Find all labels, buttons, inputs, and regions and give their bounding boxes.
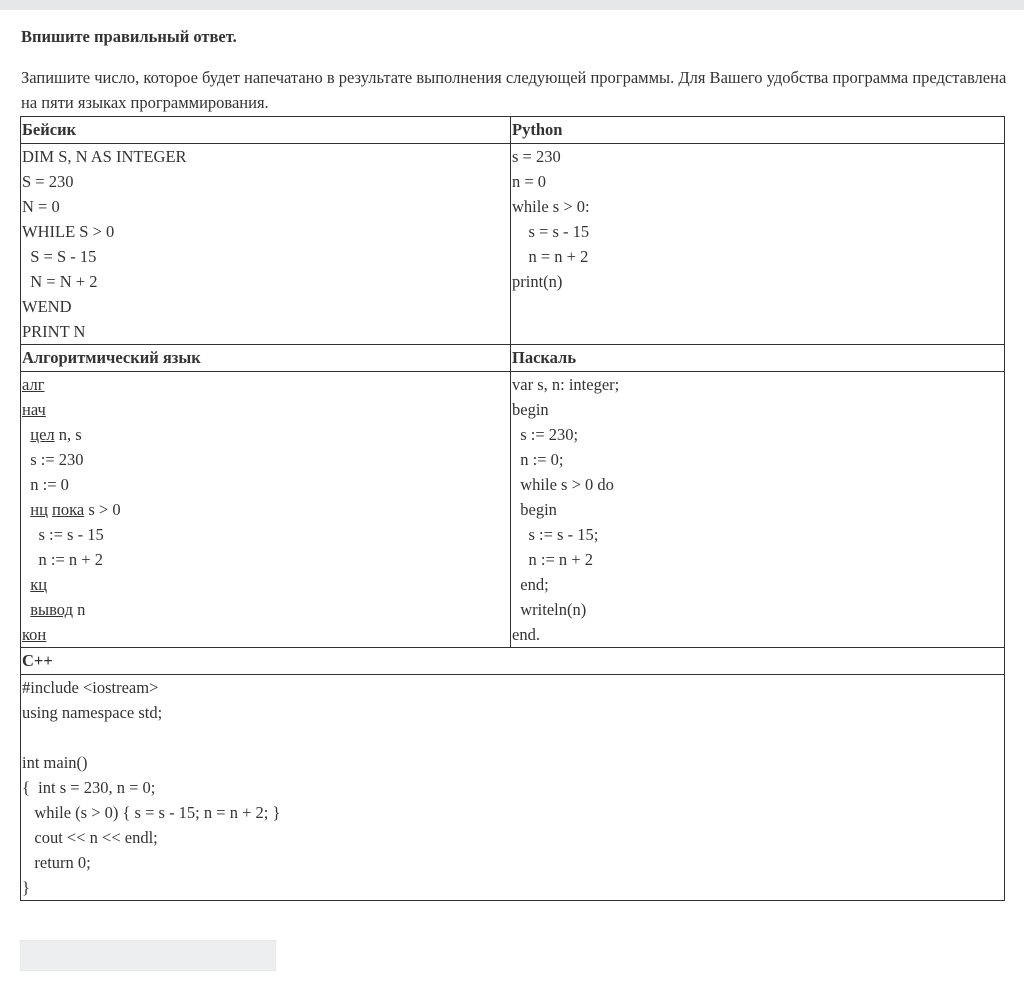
code-line: DIM S, N AS INTEGER [22,147,187,166]
cpp-code [21,675,1005,901]
basic-code [21,144,511,345]
keyword: кон [22,625,47,644]
code-line [22,522,510,547]
code-line: var s, n: integer; [512,375,620,394]
python-code [511,144,1005,345]
code-line [22,472,510,497]
code-text: n := 0 [30,475,69,494]
answer-input[interactable] [20,940,276,971]
code-line: PRINT N [22,322,86,341]
code-line: s = 230 [512,147,561,166]
code-text: s := 230 [30,450,84,469]
code-line: #include <iostream> [22,678,159,697]
code-line: n = n + 2 [512,247,589,266]
code-line [22,572,510,597]
code-line: N = N + 2 [22,272,98,291]
keyword: нач [22,400,46,419]
code-line: WEND [22,297,72,316]
code-line: while (s > 0) { s = s - 15; n = n + 2; } [22,803,281,822]
code-line: s = s - 15 [512,222,590,241]
cpp-header: C++ [21,648,1005,675]
code-line: while s > 0: [512,197,590,216]
keyword: пока [52,500,85,519]
code-text: n [72,600,86,619]
code-line: writeln(n) [512,600,587,619]
code-line: S = 230 [22,172,74,191]
algo-header: Алгоритмический язык [21,345,511,372]
keyword: цел [30,425,55,444]
task-text: Запишите число, которое будет напечатано в результате выполнения следующей программы. Для Вашего удобства программа представлена на пяти языках программирования. [21,68,1007,112]
code-line: { int s = 230, n = 0; [22,778,156,797]
code-line: return 0; [22,853,91,872]
code-line [22,622,510,647]
code-line: int main() [22,753,88,772]
code-line: using namespace std; [22,703,163,722]
pascal-code [511,372,1005,648]
top-bar [0,0,1024,10]
code-line: begin [512,400,549,419]
code-line: S = S - 15 [22,247,97,266]
task-title: Впишите правильный ответ. [21,27,237,46]
code-line: } [22,878,30,897]
basic-header: Бейсик [21,117,511,144]
code-line: s := 230; [512,425,579,444]
code-line [22,497,510,522]
keyword: вывод [30,600,73,619]
code-line: cout << n << endl; [22,828,158,847]
code-line: n = 0 [512,172,547,191]
code-table [20,116,1005,901]
code-line: end; [512,575,549,594]
keyword: кц [30,575,48,594]
code-line: n := 0; [512,450,564,469]
code-line: WHILE S > 0 [22,222,115,241]
code-line: s := s - 15; [512,525,599,544]
pascal-header: Паскаль [511,345,1005,372]
code-line: begin [512,500,557,519]
keyword: алг [22,375,45,394]
code-line [22,725,1004,750]
code-text: s > 0 [84,500,121,519]
code-line [22,597,510,622]
keyword: нц [30,500,48,519]
code-text: n := n + 2 [38,550,103,569]
code-line: end. [512,625,540,644]
code-line [22,447,510,472]
code-text: s := s - 15 [38,525,104,544]
code-line [22,397,510,422]
code-line: while s > 0 do [512,475,614,494]
code-line [22,422,510,447]
code-line: N = 0 [22,197,60,216]
algo-code [21,372,511,648]
code-line: print(n) [512,272,563,291]
code-line [22,547,510,572]
code-line [22,372,510,397]
python-header: Python [511,117,1005,144]
code-text: n, s [54,425,82,444]
code-line: n := n + 2 [512,550,593,569]
